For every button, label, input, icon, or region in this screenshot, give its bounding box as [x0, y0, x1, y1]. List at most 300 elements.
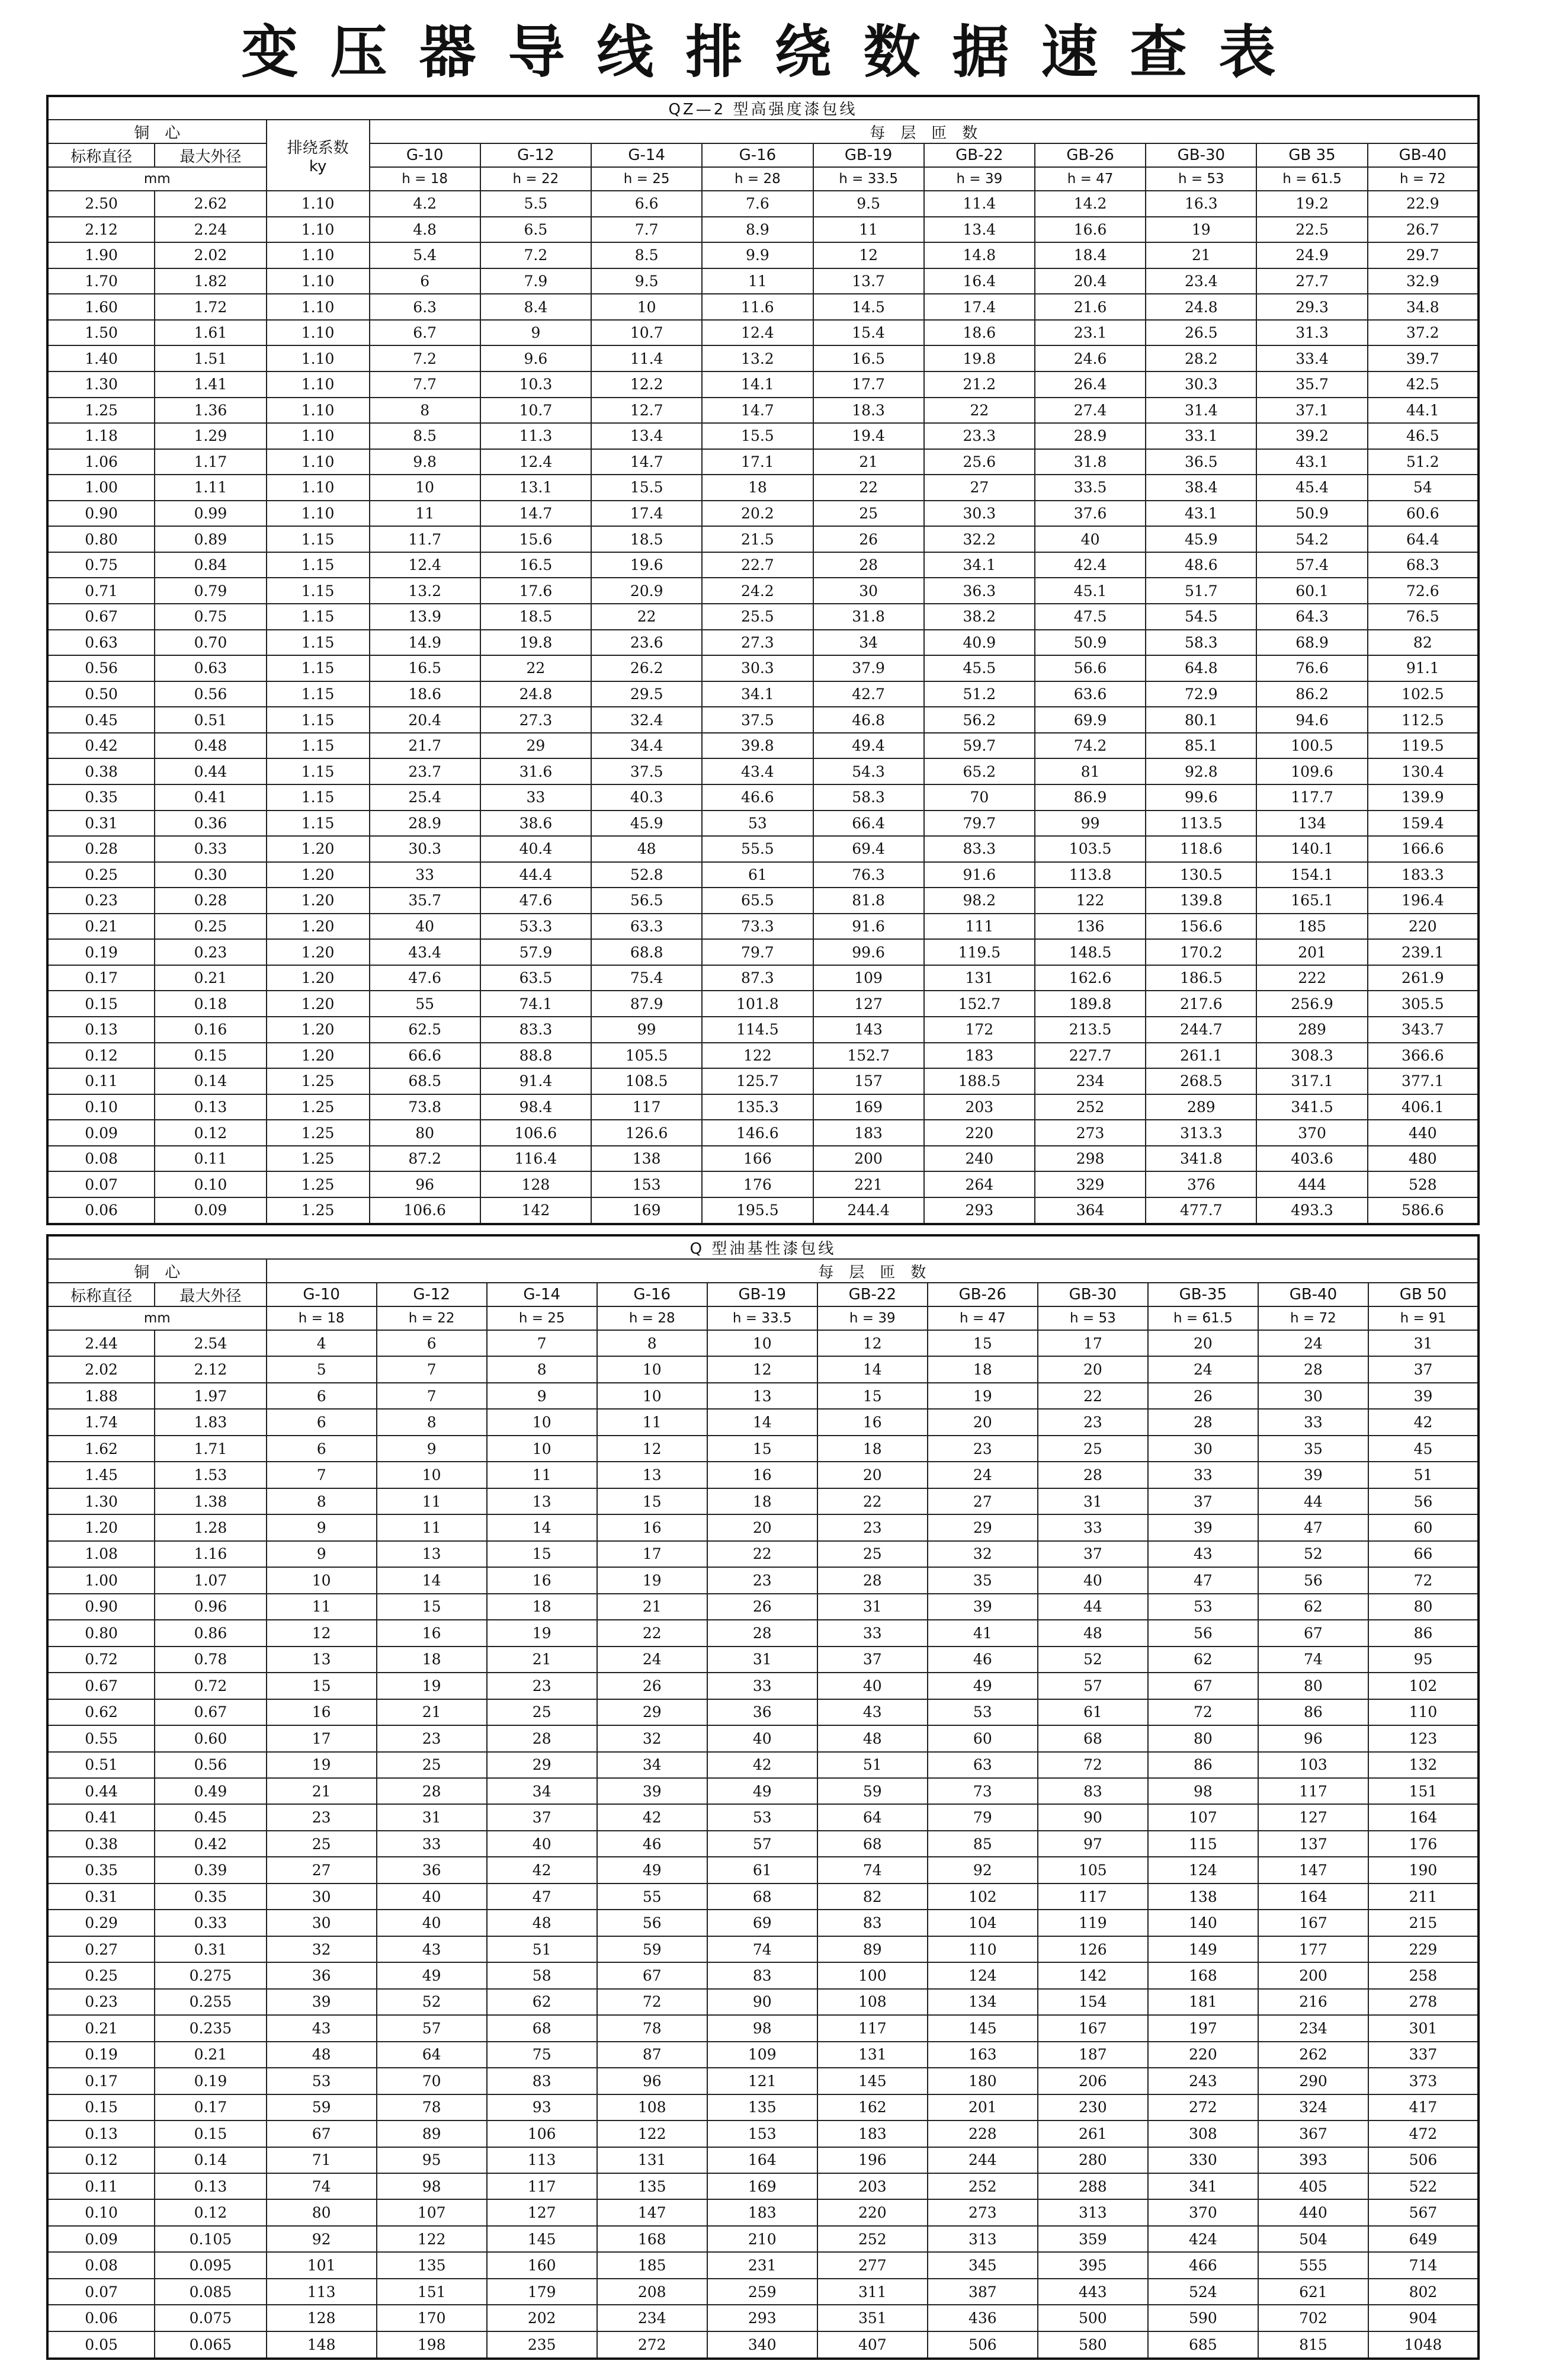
table-cell: 39 — [1258, 1462, 1368, 1488]
table-cell: 43.1 — [1146, 501, 1256, 527]
table-cell: 30.3 — [924, 501, 1035, 527]
table-cell: 98.4 — [480, 1094, 591, 1120]
table-cell: 235 — [487, 2331, 597, 2359]
table-cell: 51 — [1368, 1462, 1479, 1488]
table-cell: 1.20 — [267, 836, 370, 862]
table-cell: 31 — [817, 1594, 928, 1620]
table-cell: 51.2 — [1368, 449, 1479, 475]
table-cell: 91.6 — [813, 914, 924, 940]
table-row — [47, 1831, 1479, 1857]
table-cell: 14.8 — [924, 242, 1035, 268]
table-cell: 34.4 — [591, 733, 702, 759]
table-row — [47, 1778, 1479, 1804]
table-row — [47, 2252, 1479, 2278]
table-cell: 6.7 — [370, 320, 480, 346]
table-cell: 6.5 — [480, 217, 591, 243]
table-row — [47, 862, 1479, 888]
table-cell: 18 — [707, 1488, 817, 1514]
table-cell: 76.5 — [1368, 604, 1479, 630]
table-cell: 153 — [591, 1171, 702, 1197]
table-cell: 42.5 — [1368, 371, 1479, 398]
table-row — [47, 1462, 1479, 1488]
table-row — [47, 345, 1479, 371]
table-cell: 73 — [928, 1778, 1038, 1804]
table-cell: 4.8 — [370, 217, 480, 243]
table-cell: 44.4 — [480, 862, 591, 888]
table-cell: 106 — [487, 2120, 597, 2147]
table-cell: 64.3 — [1256, 604, 1367, 630]
table-cell: 227.7 — [1035, 1043, 1146, 1069]
table-cell: 91.6 — [924, 862, 1035, 888]
table-cell: 0.10 — [47, 2199, 155, 2225]
table-cell: 252 — [817, 2226, 928, 2252]
table-cell: 167 — [1038, 2015, 1148, 2041]
table-cell: 359 — [1038, 2226, 1148, 2252]
table-cell: 206 — [1038, 2068, 1148, 2094]
table-cell: 22 — [591, 604, 702, 630]
table-cell: 28 — [1038, 1462, 1148, 1488]
table-cell: 370 — [1256, 1120, 1367, 1146]
table-cell: 0.31 — [155, 1936, 266, 1962]
table-cell: 43.4 — [702, 758, 813, 784]
table-cell: 89 — [817, 1936, 928, 1962]
table-cell: 13.9 — [370, 604, 480, 630]
table-cell: 1.71 — [155, 1436, 266, 1462]
table-cell: 75.4 — [591, 965, 702, 991]
table-cell: 82 — [817, 1884, 928, 1910]
table-cell: 23 — [267, 1804, 377, 1830]
table-cell: 57 — [707, 1831, 817, 1857]
table-cell: 40 — [817, 1673, 928, 1699]
table-cell: 109 — [813, 965, 924, 991]
table-cell: 0.42 — [155, 1831, 266, 1857]
table-cell: 42 — [487, 1857, 597, 1883]
table-cell: 345 — [928, 2252, 1038, 2278]
table-cell: 1.15 — [267, 811, 370, 837]
table-cell: 1.20 — [267, 914, 370, 940]
table-cell: 13.2 — [370, 578, 480, 604]
table-cell: 21.5 — [702, 526, 813, 552]
table-cell: 11 — [597, 1409, 707, 1435]
table-cell: 11.3 — [480, 423, 591, 449]
table-cell: 443 — [1038, 2279, 1148, 2305]
table-cell: 12.2 — [591, 371, 702, 398]
table-cell: 68.9 — [1256, 630, 1367, 656]
table-cell: 107 — [1148, 1804, 1258, 1830]
table-row — [47, 1068, 1479, 1094]
table-cell: 12 — [813, 242, 924, 268]
table-cell: 34 — [813, 630, 924, 656]
table-cell: 143 — [813, 1017, 924, 1043]
table-cell: 154.1 — [1256, 862, 1367, 888]
table-cell: 46.8 — [813, 707, 924, 733]
table-cell: 151 — [377, 2279, 487, 2305]
col-header-skeleton: GB-26 — [1035, 143, 1146, 167]
table-row — [47, 371, 1479, 398]
table-cell: 127 — [813, 991, 924, 1017]
table-row — [47, 1699, 1479, 1725]
table-cell: 66 — [1368, 1541, 1479, 1567]
table-cell: 0.21 — [155, 965, 266, 991]
table-cell: 186.5 — [1146, 965, 1256, 991]
table-cell: 55.5 — [702, 836, 813, 862]
table-cell: 52.8 — [591, 862, 702, 888]
col-header-window-height: h = 33.5 — [813, 167, 924, 191]
col-header-skeleton: GB-30 — [1038, 1283, 1148, 1306]
table-cell: 25 — [377, 1752, 487, 1778]
table-cell: 19 — [1146, 217, 1256, 243]
table-cell: 104 — [928, 1910, 1038, 1936]
table-cell: 0.10 — [47, 1094, 155, 1120]
table-cell: 11 — [702, 268, 813, 294]
table-cell: 75 — [487, 2042, 597, 2068]
table-cell: 524 — [1148, 2279, 1258, 2305]
table-cell: 40 — [1038, 1567, 1148, 1593]
table-cell: 69.4 — [813, 836, 924, 862]
table-cell: 0.28 — [155, 888, 266, 914]
table-cell: 1.28 — [155, 1514, 266, 1540]
table-row — [47, 320, 1479, 346]
table-cell: 1.15 — [267, 655, 370, 681]
table-cell: 278 — [1368, 1989, 1479, 2015]
table-cell: 132 — [1368, 1752, 1479, 1778]
table-cell: 18 — [377, 1647, 487, 1673]
table-row — [47, 1383, 1479, 1409]
table-cell: 0.12 — [47, 1043, 155, 1069]
table-cell: 33 — [1038, 1514, 1148, 1540]
table-cell: 60 — [928, 1725, 1038, 1751]
table-row — [47, 939, 1479, 965]
table-cell: 127 — [1258, 1804, 1368, 1830]
table-cell: 1.25 — [47, 398, 155, 424]
table-cell: 19 — [377, 1673, 487, 1699]
table-cell: 10 — [707, 1330, 817, 1356]
table-cell: 22 — [924, 398, 1035, 424]
table-cell: 0.84 — [155, 552, 266, 578]
table-cell: 27.3 — [702, 630, 813, 656]
table-cell: 1.45 — [47, 1462, 155, 1488]
table-cell: 506 — [1368, 2147, 1479, 2173]
table-cell: 18.6 — [370, 681, 480, 707]
table-cell: 370 — [1148, 2199, 1258, 2225]
col-header-skeleton: GB 50 — [1368, 1283, 1479, 1306]
table-title: Q 型油基性漆包线 — [47, 1235, 1479, 1259]
table-cell: 234 — [1258, 2015, 1368, 2041]
table-cell: 26.4 — [1035, 371, 1146, 398]
col-header-skeleton: G-14 — [487, 1283, 597, 1306]
table-cell: 13 — [377, 1541, 487, 1567]
table-cell: 52 — [1038, 1647, 1148, 1673]
table-cell: 7.7 — [370, 371, 480, 398]
table-title: QZ—2 型高强度漆包线 — [47, 96, 1479, 120]
table-cell: 0.75 — [47, 552, 155, 578]
table-cell: 36 — [377, 1857, 487, 1883]
table-cell: 9.5 — [813, 191, 924, 217]
table-cell: 73.3 — [702, 914, 813, 940]
table-cell: 0.44 — [47, 1778, 155, 1804]
table-cell: 29.5 — [591, 681, 702, 707]
table-cell: 1.25 — [267, 1120, 370, 1146]
table-cell: 45.9 — [591, 811, 702, 837]
table-cell: 40 — [707, 1725, 817, 1751]
table-row — [47, 1017, 1479, 1043]
table-cell: 377.1 — [1368, 1068, 1479, 1094]
table-cell: 110 — [928, 1936, 1038, 1962]
table-cell: 78 — [597, 2015, 707, 2041]
table-cell: 139.9 — [1368, 784, 1479, 811]
table-cell: 10.3 — [480, 371, 591, 398]
table-cell: 20.2 — [702, 501, 813, 527]
table-cell: 68.8 — [591, 939, 702, 965]
table-cell: 0.10 — [155, 1171, 266, 1197]
table-cell: 99 — [1035, 811, 1146, 837]
table-cell: 195.5 — [702, 1197, 813, 1224]
table-cell: 1.15 — [267, 552, 370, 578]
table-cell: 152.7 — [813, 1043, 924, 1069]
table-cell: 37.9 — [813, 655, 924, 681]
table-cell: 37.2 — [1368, 320, 1479, 346]
table-row — [47, 604, 1479, 630]
table-cell: 0.67 — [47, 1673, 155, 1699]
table-cell: 31 — [707, 1647, 817, 1673]
table-cell: 1.16 — [155, 1541, 266, 1567]
table-cell: 18 — [487, 1594, 597, 1620]
table-cell: 60.1 — [1256, 578, 1367, 604]
table-cell: 86.2 — [1256, 681, 1367, 707]
table-cell: 33.1 — [1146, 423, 1256, 449]
table-cell: 23 — [707, 1567, 817, 1593]
table-cell: 0.17 — [155, 2094, 266, 2120]
table-cell: 169 — [707, 2173, 817, 2199]
table-cell: 130.5 — [1146, 862, 1256, 888]
table-cell: 67 — [267, 2120, 377, 2147]
table-cell: 109.6 — [1256, 758, 1367, 784]
table-cell: 0.51 — [47, 1752, 155, 1778]
table-cell: 54 — [1368, 475, 1479, 501]
table-cell: 293 — [924, 1197, 1035, 1224]
table-cell: 23.6 — [591, 630, 702, 656]
table-cell: 137 — [1258, 1831, 1368, 1857]
table-cell: 36 — [267, 1962, 377, 1988]
table-cell: 1.30 — [47, 371, 155, 398]
table-cell: 15 — [267, 1673, 377, 1699]
table-cell: 5.4 — [370, 242, 480, 268]
table-cell: 0.27 — [47, 1936, 155, 1962]
table-cell: 21.2 — [924, 371, 1035, 398]
table-cell: 12 — [597, 1436, 707, 1462]
table-cell: 18.5 — [480, 604, 591, 630]
table-cell: 74.1 — [480, 991, 591, 1017]
col-header-window-height: h = 61.5 — [1256, 167, 1367, 191]
table-cell: 444 — [1256, 1171, 1367, 1197]
col-header-window-height: h = 28 — [597, 1306, 707, 1330]
table-cell: 58.3 — [1146, 630, 1256, 656]
table-cell: 0.30 — [155, 862, 266, 888]
table-cell: 29.3 — [1256, 294, 1367, 320]
table-cell: 108.5 — [591, 1068, 702, 1094]
table-cell: 2.44 — [47, 1330, 155, 1356]
table-cell: 169 — [813, 1094, 924, 1120]
table-cell: 20 — [928, 1409, 1038, 1435]
table-cell: 33 — [707, 1673, 817, 1699]
table-cell: 0.72 — [155, 1673, 266, 1699]
table-cell: 407 — [817, 2331, 928, 2359]
table-cell: 40 — [370, 914, 480, 940]
table-cell: 157 — [813, 1068, 924, 1094]
table-cell: 99 — [591, 1017, 702, 1043]
table-cell: 0.51 — [155, 707, 266, 733]
table-cell: 0.90 — [47, 501, 155, 527]
table-row — [47, 784, 1479, 811]
table-cell: 14.2 — [1035, 191, 1146, 217]
table-cell: 17 — [597, 1541, 707, 1567]
table-cell: 47.6 — [370, 965, 480, 991]
col-header-window-height: h = 28 — [702, 167, 813, 191]
table-cell: 586.6 — [1368, 1197, 1479, 1224]
table-cell: 0.06 — [47, 1197, 155, 1224]
table-cell: 12.7 — [591, 398, 702, 424]
table-cell: 466 — [1148, 2252, 1258, 2278]
table-cell: 127 — [487, 2199, 597, 2225]
table-cell: 32.2 — [924, 526, 1035, 552]
table-cell: 1.15 — [267, 604, 370, 630]
table-cell: 123 — [1368, 1725, 1479, 1751]
table-cell: 122 — [1035, 888, 1146, 914]
table-cell: 12 — [817, 1330, 928, 1356]
table-cell: 231 — [707, 2252, 817, 2278]
table-cell: 25.5 — [702, 604, 813, 630]
table-cell: 0.065 — [155, 2331, 266, 2359]
table-cell: 8.9 — [702, 217, 813, 243]
table-cell: 118.6 — [1146, 836, 1256, 862]
table-cell: 23 — [817, 1514, 928, 1540]
table-cell: 79.7 — [924, 811, 1035, 837]
table-row — [47, 1330, 1479, 1356]
table-cell: 1.10 — [267, 501, 370, 527]
table-cell: 1.10 — [267, 320, 370, 346]
table-cell: 183.3 — [1368, 862, 1479, 888]
table-cell: 0.42 — [47, 733, 155, 759]
table-cell: 43 — [1148, 1541, 1258, 1567]
table-row — [47, 1514, 1479, 1540]
table-cell: 81 — [1035, 758, 1146, 784]
table-row — [47, 1541, 1479, 1567]
table-cell: 504 — [1258, 2226, 1368, 2252]
col-header-skeleton: GB-19 — [813, 143, 924, 167]
table-row — [47, 1725, 1479, 1751]
table-cell: 317.1 — [1256, 1068, 1367, 1094]
table-cell: 33 — [817, 1620, 928, 1646]
table-cell: 38.4 — [1146, 475, 1256, 501]
table-cell: 22.9 — [1368, 191, 1479, 217]
table-cell: 88.8 — [480, 1043, 591, 1069]
table-cell: 9.6 — [480, 345, 591, 371]
table-row — [47, 2305, 1479, 2331]
table-cell: 138 — [591, 1146, 702, 1172]
table-cell: 103 — [1258, 1752, 1368, 1778]
table-cell: 1.15 — [267, 707, 370, 733]
table-cell: 40 — [377, 1910, 487, 1936]
table-row — [47, 1647, 1479, 1673]
table-cell: 0.25 — [47, 1962, 155, 1988]
table-cell: 4.2 — [370, 191, 480, 217]
col-header-ky — [267, 120, 370, 191]
table-cell: 14.7 — [702, 398, 813, 424]
table-cell: 78 — [377, 2094, 487, 2120]
table-cell: 45.4 — [1256, 475, 1367, 501]
table-cell: 14.7 — [591, 449, 702, 475]
table-cell: 98 — [707, 2015, 817, 2041]
table-cell: 188.5 — [924, 1068, 1035, 1094]
table-cell: 0.13 — [47, 1017, 155, 1043]
table-cell: 177 — [1258, 1936, 1368, 1962]
table-cell: 25 — [813, 501, 924, 527]
table-cell: 64.4 — [1368, 526, 1479, 552]
table-cell: 19.4 — [813, 423, 924, 449]
table-cell: 17.1 — [702, 449, 813, 475]
table-cell: 43 — [817, 1699, 928, 1725]
table-cell: 395 — [1038, 2252, 1148, 2278]
table-cell: 136 — [1035, 914, 1146, 940]
table-row — [47, 217, 1479, 243]
table-cell: 215 — [1368, 1910, 1479, 1936]
table-cell: 26 — [707, 1594, 817, 1620]
table-cell: 30 — [813, 578, 924, 604]
table-cell: 24.6 — [1035, 345, 1146, 371]
table-cell: 46 — [928, 1647, 1038, 1673]
table-cell: 373 — [1368, 2068, 1479, 2094]
col-header-window-height: h = 18 — [267, 1306, 377, 1330]
table-cell: 68 — [817, 1831, 928, 1857]
table-cell: 16.3 — [1146, 191, 1256, 217]
table-cell: 131 — [597, 2147, 707, 2173]
table-cell: 97 — [1038, 1831, 1148, 1857]
table-cell: 252 — [1035, 1094, 1146, 1120]
table-cell: 63.3 — [591, 914, 702, 940]
table-cell: 64 — [377, 2042, 487, 2068]
table-cell: 17.6 — [480, 578, 591, 604]
table-cell: 58 — [487, 1962, 597, 1988]
table-cell: 119.5 — [1368, 733, 1479, 759]
table-row — [47, 1120, 1479, 1146]
table-cell: 28 — [1258, 1356, 1368, 1382]
table-cell: 100 — [817, 1962, 928, 1988]
table-cell: 258 — [1368, 1962, 1479, 1988]
table-cell: 74 — [1258, 1647, 1368, 1673]
table-cell: 1.20 — [267, 862, 370, 888]
table-cell: 11.4 — [924, 191, 1035, 217]
table-cell: 27 — [928, 1488, 1038, 1514]
table-row — [47, 2226, 1479, 2252]
table-cell: 30 — [267, 1884, 377, 1910]
table-cell: 134 — [1256, 811, 1367, 837]
table-cell: 83 — [1038, 1778, 1148, 1804]
table-cell: 102 — [1368, 1673, 1479, 1699]
table-cell: 2.12 — [47, 217, 155, 243]
table-cell: 18.5 — [591, 526, 702, 552]
table-cell: 216 — [1258, 1989, 1368, 2015]
table-cell: 31.3 — [1256, 320, 1367, 346]
table-cell: 48 — [267, 2042, 377, 2068]
table-cell: 0.255 — [155, 1989, 266, 2015]
table-cell: 22 — [813, 475, 924, 501]
table-row — [47, 1197, 1479, 1224]
table-cell: 33 — [1148, 1462, 1258, 1488]
table-cell: 2.62 — [155, 191, 266, 217]
table-cell: 0.15 — [155, 1043, 266, 1069]
table-cell: 0.33 — [155, 836, 266, 862]
table-cell: 288 — [1038, 2173, 1148, 2199]
